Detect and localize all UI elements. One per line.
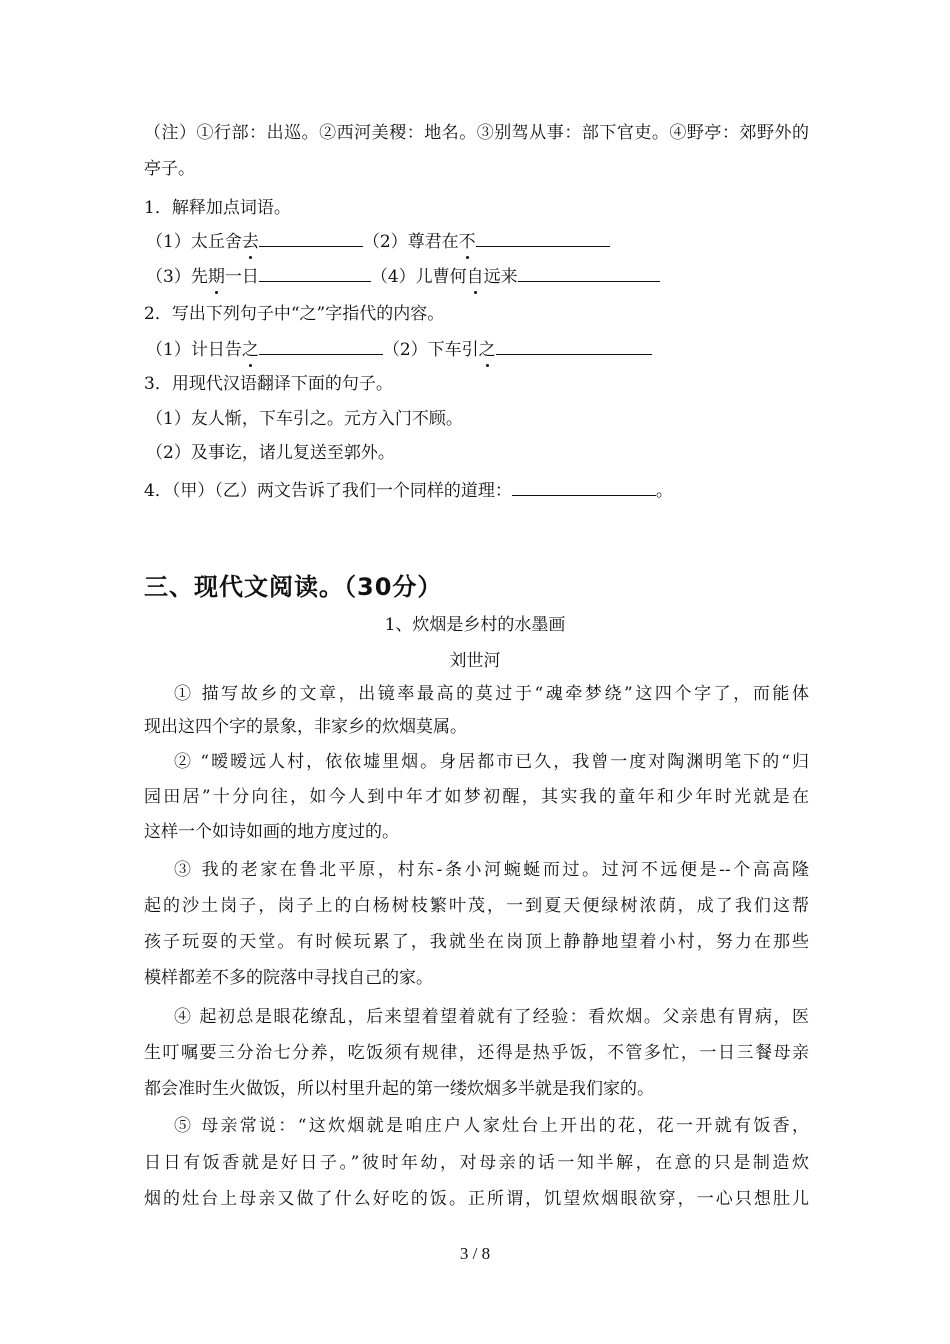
article-line: 园田居”十分向往，如今人到中年才如梦初醒，其实我的童年和少年时光就是在 [144, 787, 809, 807]
question-4-text: 4．（甲）（乙）两文告诉了我们一个同样的道理： [144, 481, 512, 501]
q1-item-4-dotted-char: 自 [466, 267, 484, 287]
question-3-item-1: （1）友人惭，下车引之。元方入门不顾。 [146, 409, 463, 429]
article-line: 现出这四个字的景象，非家乡的炊烟莫属。 [144, 717, 467, 737]
article-line: 日日有饭香就是好日子。”彼时年幼，对母亲的话一知半解，在意的只是制造炊 [144, 1153, 809, 1173]
section-heading: 三、现代文阅读。（30分） [144, 573, 443, 601]
article-line: ③ 我的老家在鲁北平原，村东-条小河蜿蜒而过。过河不远便是--个高高隆 [174, 860, 809, 880]
question-3-title: 3．用现代汉语翻译下面的句子。 [144, 374, 393, 394]
question-4-answer-blank[interactable] [512, 478, 656, 496]
article-title: 1、炊烟是乡村的水墨画 [384, 615, 566, 635]
page-number: 3 / 8 [459, 1244, 491, 1263]
q1-item-3-text-end: 一日 [224, 267, 259, 287]
article-line: ④ 起初总是眼花缭乱，后来望着望着就有了经验：看炊烟。父亲患有胃病，医 [174, 1007, 809, 1027]
article-author: 刘世河 [449, 651, 501, 671]
article-line: ⑤ 母亲常说：“这炊烟就是咱庄户人家灶台上开出的花，花一开就有饭香， [174, 1116, 809, 1136]
article-line: 这样一个如诗如画的地方度过的。 [144, 822, 399, 842]
note-line-1: （注）①行部：出巡。②西河美稷：地名。③别驾从事：部下官吏。④野亭：郊野外的 [144, 123, 809, 143]
q1-item-4-answer-blank[interactable] [518, 264, 660, 282]
question-1-items-row-2 [146, 264, 660, 289]
q2-item-2-answer-blank[interactable] [496, 337, 652, 355]
q1-item-4-text: （4）儿曹何 [370, 267, 467, 287]
article-line: 孩子玩耍的天堂。有时候玩累了，我就坐在岗顶上静静地望着小村，努力在那些 [144, 932, 809, 952]
question-4 [144, 478, 673, 503]
q1-item-2-text: （2）尊君在 [362, 232, 459, 252]
article-line: 模样都差不多的院落中寻找自己的家。 [144, 968, 433, 988]
question-4-period: 。 [655, 481, 673, 501]
article-line: 生叮嘱要三分治七分养，吃饭须有规律，还得是热乎饭，不管多忙，一日三餐母亲 [144, 1043, 809, 1063]
q2-item-2-text: （2）下车引 [382, 340, 479, 360]
article-line: ② “暧暧远人村，依依墟里烟。身居都市已久，我曾一度对陶渊明笔下的“归 [174, 752, 809, 772]
q1-item-4-text-end: 远来 [483, 267, 518, 287]
q1-item-2-dotted-char: 不 [458, 232, 476, 252]
q2-item-1-dotted-char: 之 [241, 340, 259, 360]
q1-item-2-answer-blank[interactable] [476, 229, 610, 247]
question-3-item-2: （2）及事讫，诸儿复送至郭外。 [146, 443, 395, 463]
article-line: ① 描写故乡的文章，出镜率最高的莫过于“魂牵梦绕”这四个字了，而能体 [174, 684, 809, 704]
q2-item-1-text: （1）计日告 [146, 340, 242, 360]
question-1-items-row-1 [146, 229, 610, 254]
q2-item-1-answer-blank[interactable] [259, 337, 383, 355]
q1-item-1-text: （1）太丘舍 [146, 232, 242, 252]
article-line: 烟的灶台上母亲又做了什么好吃的饭。正所谓，饥望炊烟眼欲穿，一心只想肚儿 [144, 1189, 809, 1209]
q1-item-3-answer-blank[interactable] [259, 264, 371, 282]
q1-item-3-text: （3）先 [146, 267, 208, 287]
question-1-title: 1．解释加点词语。 [144, 198, 291, 218]
note-line-2: 亭子。 [144, 159, 195, 179]
q1-item-3-dotted-char: 期 [207, 267, 225, 287]
article-line: 起的沙土岗子，岗子上的白杨树枝繁叶茂，一到夏天便绿树浓荫，成了我们这帮 [144, 896, 809, 916]
q1-item-1-dotted-char: 去 [241, 232, 259, 252]
article-line: 都会准时生火做饭，所以村里升起的第一缕炊烟多半就是我们家的。 [144, 1079, 654, 1099]
q2-item-2-dotted-char: 之 [478, 340, 496, 360]
question-2-title: 2．写出下列句子中“之”字指代的内容。 [144, 304, 445, 324]
question-2-items-row [146, 337, 652, 362]
q1-item-1-answer-blank[interactable] [259, 229, 363, 247]
